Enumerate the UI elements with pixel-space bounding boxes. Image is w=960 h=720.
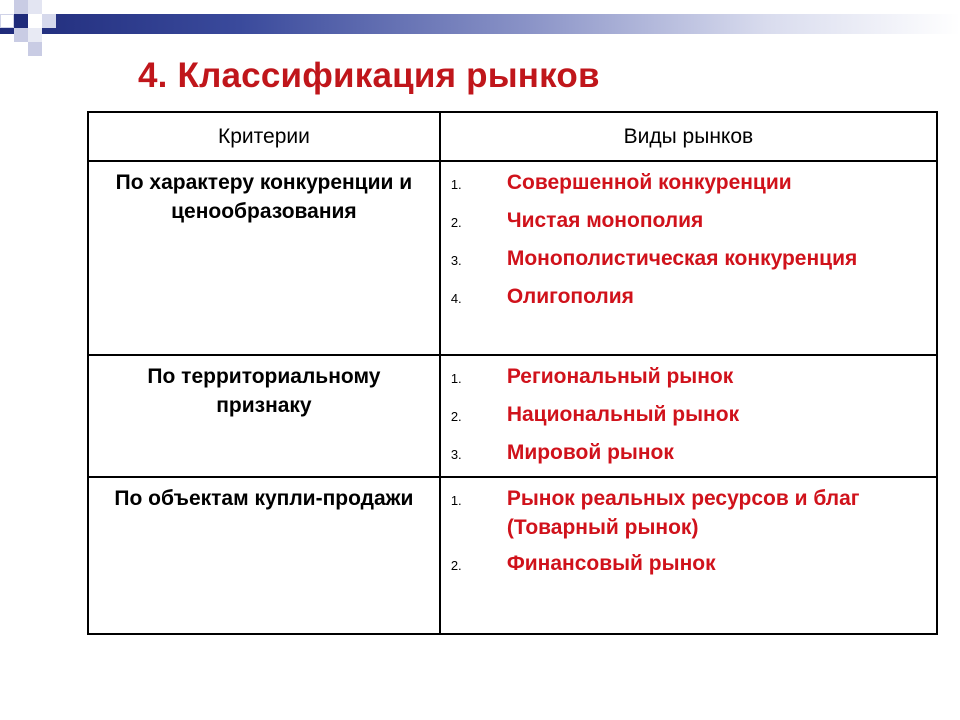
item-number: 4. — [450, 291, 462, 306]
table-header-row — [88, 112, 937, 161]
market-type: Олигополия — [506, 285, 634, 308]
market-type: Мировой рынок — [506, 441, 674, 464]
list-item — [451, 168, 928, 199]
decor-square — [14, 14, 28, 28]
list-item — [451, 484, 928, 542]
item-number: 1. — [450, 493, 462, 508]
decor-square — [14, 28, 28, 42]
market-types-list — [451, 362, 928, 469]
list-item — [451, 549, 928, 580]
market-type: Финансовый рынок — [506, 552, 716, 575]
market-type: Совершенной конкуренции — [506, 171, 792, 194]
table-row — [88, 161, 937, 355]
item-number: 1. — [450, 177, 462, 192]
types-cell — [440, 355, 937, 477]
table-row — [88, 355, 937, 477]
list-item — [451, 400, 928, 431]
item-number: 2. — [450, 215, 462, 230]
market-type: Национальный рынок — [506, 403, 740, 426]
decor-square — [28, 42, 42, 56]
list-item — [451, 362, 928, 393]
item-number: 1. — [450, 371, 462, 386]
item-number: 3. — [450, 447, 462, 462]
header-criteria: Критерии — [88, 112, 440, 161]
market-types-list — [451, 168, 928, 313]
decor-square — [14, 0, 28, 14]
list-item — [451, 244, 928, 275]
list-item — [451, 282, 928, 313]
item-number: 3. — [450, 253, 462, 268]
header-market-types: Виды рынков — [440, 112, 937, 161]
item-number: 2. — [450, 558, 462, 573]
slide-title: 4. Классификация рынков — [138, 56, 600, 95]
market-classification-table — [87, 111, 938, 635]
top-decorative-band — [0, 14, 960, 34]
types-cell — [440, 161, 937, 355]
decor-square — [28, 28, 42, 42]
market-type: Чистая монополия — [506, 209, 704, 232]
decor-square — [28, 14, 42, 28]
criterion-cell: По территориальному признаку — [88, 355, 440, 477]
criterion-cell: По объектам купли-продажи — [88, 477, 440, 634]
table-row — [88, 477, 937, 634]
corner-squares-decoration — [0, 0, 80, 60]
criterion-cell: По характеру конкуренции и ценообразования — [88, 161, 440, 355]
market-type: Рынок реальных ресурсов и благ (Товарный рынок) — [506, 487, 860, 539]
decor-square — [0, 14, 14, 28]
list-item — [451, 438, 928, 469]
market-type: Монополистическая конкуренция — [506, 247, 858, 270]
item-number: 2. — [450, 409, 462, 424]
decor-square — [28, 0, 42, 14]
market-type: Региональный рынок — [506, 365, 734, 388]
decor-square — [42, 14, 56, 28]
types-cell — [440, 477, 937, 634]
market-types-list — [451, 484, 928, 580]
list-item — [451, 206, 928, 237]
